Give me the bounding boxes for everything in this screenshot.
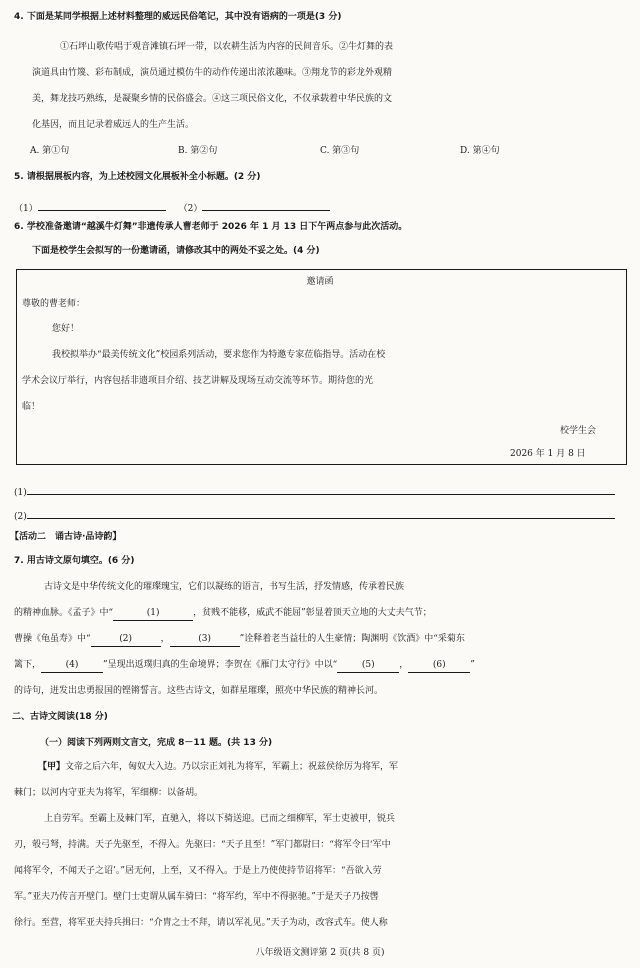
q4-option-b[interactable]: B. 第②句	[178, 146, 218, 156]
q4-option-c[interactable]: C. 第③句	[320, 146, 360, 156]
part-one-heading: （一）阅读下列两则文言文，完成 8－11 题。(共 13 分)	[40, 738, 273, 748]
section-two-heading: 二、古诗文阅读(18 分)	[12, 712, 108, 722]
q5-blank-2[interactable]	[202, 192, 330, 211]
jia-tag: 【甲】	[38, 762, 66, 772]
q6-stem-line2: 下面是校学生会拟写的一份邀请函，请修改其中的两处不妥之处。(4 分)	[32, 246, 320, 256]
letter-title: 邀请函	[306, 277, 334, 287]
letter-body-line: 我校拟举办“最美传统文化”校园系列活动，要求您作为特邀专家莅临指导。活动在校	[52, 350, 386, 360]
q7-text: ，贫贱不能移，威武不能屈”彰显着顶天立地的大丈夫气节；	[193, 608, 432, 618]
q7-text: 的精神血脉。《孟子》中“	[14, 608, 114, 618]
jia-line	[38, 756, 640, 778]
q7-line	[14, 654, 640, 676]
jia-text: 文帝之后六年，匈奴大入边。乃以宗正刘礼为将军，军霸上；祝兹侯徐厉为将军，军	[65, 762, 399, 772]
q7-blank-6[interactable]: (6)	[408, 654, 470, 673]
q7-text: 曹操《龟虽寿》中“	[14, 634, 91, 644]
letter-body-line: 学术会议厅举行，内容包括非遗项目介绍、技艺讲解及现场互动交流等环节。期待您的光	[22, 376, 374, 386]
jia-line: 棘门；以河内守亚夫为将军，军细柳：以备胡。	[14, 788, 204, 798]
q6-stem-line1: 6. 学校准备邀请“越溪牛灯舞”非遗传承人曹老师于 2026 年 1 月 13 日下午两点参与此次活动。	[14, 222, 408, 232]
q7-blank-2[interactable]: (2)	[91, 628, 161, 647]
page-footer: 八年级语文测评第 2 页(共 8 页)	[255, 948, 385, 958]
q7-blank-1[interactable]: (1)	[113, 602, 193, 621]
q7-text: ”诠释着老当益壮的人生豪情；陶渊明《饮酒》中“采菊东	[239, 634, 465, 644]
q7-blank-5[interactable]: (5)	[337, 654, 399, 673]
q6-answer-1-line[interactable]	[27, 476, 615, 495]
q4-options	[0, 140, 640, 162]
q7-blank-4[interactable]: (4)	[41, 654, 103, 673]
q7-text: ，	[160, 634, 170, 644]
jia-line: 上自劳军。至霸上及棘门军，直驰入，将以下骑送迎。已而之细柳军，军士吏被甲，锐兵	[44, 814, 396, 824]
q7-line: 的诗句，迸发出忠勇报国的铿锵誓言。这些古诗文，如群星璀璨，照亮中华民族的精神长河。	[14, 686, 384, 696]
q7-line: 古诗文是中华传统文化的璀璨瑰宝，它们以凝练的语言，书写生活，抒发情感，传承着民族	[44, 582, 405, 592]
q7-text: ”呈现出返璞归真的生命境界；李贺在《雁门太守行》中以“	[103, 660, 338, 670]
q4-stem: 4. 下面是某同学根据上述材料整理的威远民俗笔记，其中没有语病的一项是(3 分)	[14, 12, 342, 22]
q4-passage-line: 化基因，而且记录着威远人的生产生活。	[32, 120, 195, 130]
q7-line	[14, 602, 640, 624]
q7-text: ”	[470, 660, 475, 670]
letter-signer: 校学生会	[560, 426, 597, 436]
jia-line: 闻将军令，不闻天子之诏’。”居无何，上至，又不得入。于是上乃使使持节诏将军：“吾欲入劳	[14, 866, 382, 876]
jia-line: 刃，彀弓弩，持满。天子先驱至，不得入。先驱曰：“天子且至！”军门都尉曰：“将军令曰‘军中	[14, 840, 391, 850]
q6-answer-1-label: (1)	[14, 488, 27, 498]
jia-line: 徐行。至营，将军亚夫持兵揖曰：“介胄之士不拜，请以军礼见。”天子为动，改容式车。使人称	[14, 918, 388, 928]
letter-body-line: 临！	[22, 402, 41, 412]
q4-passage-line: 美，舞龙技巧熟练，是凝聚乡情的民俗盛会。④这三项民俗文化，不仅承载着中华民族的文	[32, 94, 393, 104]
q7-text: 篱下，	[14, 660, 42, 670]
q7-line	[14, 628, 640, 650]
q4-passage-line: ①石坪山歌传唱于观音滩镇石坪一带，以农耕生活为内容的民间音乐。②牛灯舞的表	[60, 42, 394, 52]
q5-stem: 5. 请根据展板内容，为上述校园文化展板补全小标题。(2 分)	[14, 172, 261, 182]
jia-line: 军。”亚夫乃传言开壁门。壁门士吏谓从属车骑曰：“将军约，军中不得驱驰。”于是天子乃按辔	[14, 892, 379, 902]
q7-text: ，	[399, 660, 409, 670]
q6-answer-row-2	[14, 500, 640, 528]
q5-blank-1-label: （1）	[14, 204, 38, 214]
letter-salutation: 尊敬的曹老师：	[22, 299, 86, 309]
letter-greeting: 您好！	[52, 324, 80, 334]
q5-blank-2-label: （2）	[178, 204, 203, 214]
q4-option-d[interactable]: D. 第④句	[460, 146, 500, 156]
activity-two-heading: 【活动二 诵古诗·品诗韵】	[10, 532, 122, 542]
q6-answer-2-line[interactable]	[27, 500, 615, 519]
q7-stem: 7. 用古诗文原句填空。(6 分)	[14, 556, 135, 566]
q5-blank-1[interactable]	[38, 192, 166, 211]
letter-date: 2026 年 1 月 8 日	[510, 449, 586, 459]
q7-blank-3[interactable]: (3)	[170, 628, 240, 647]
q6-answer-2-label: (2)	[14, 512, 27, 522]
q4-option-a[interactable]: A. 第①句	[30, 146, 70, 156]
q4-passage-line: 演道具由竹篾、彩布制成，演员通过模仿牛的动作传递出浓浓趣味。③翔龙节的彩龙外观精	[32, 68, 393, 78]
